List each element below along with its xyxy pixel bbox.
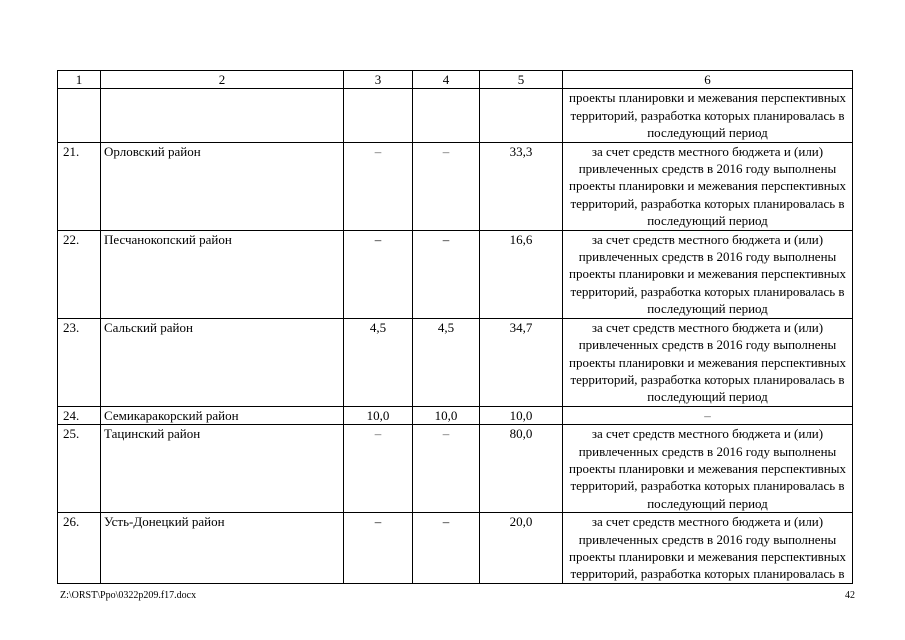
note-line: территорий, разработка которых планировалась в (570, 107, 845, 123)
note-line: последующий период (647, 495, 768, 511)
note-line: привлеченных средств в 2016 году выполнены (578, 161, 837, 177)
header-col-6: 6 (563, 71, 853, 89)
note-line: территорий, разработка которых планировалась в (570, 195, 845, 211)
value-col-5: 10,0 (480, 406, 563, 424)
footer-page-number: 42 (845, 590, 855, 601)
footer-file-path: Z:\ORST\Ppo\0322p209.f17.docx (60, 590, 197, 601)
table-cell (101, 89, 344, 142)
table-row (58, 513, 853, 584)
note-line: проекты планировки и межевания перспективных (569, 90, 846, 106)
header-col-3: 3 (344, 71, 413, 89)
header-col-5: 5 (480, 71, 563, 89)
value-col-3: 4,5 (344, 318, 413, 406)
note-line: за счет средств местного бюджета и (или) (591, 231, 824, 247)
table-cell (344, 89, 413, 142)
district-name: Усть-Донецкий район (101, 513, 344, 584)
table-row (58, 230, 853, 318)
table-header-row (58, 71, 853, 89)
note-line: проекты планировки и межевания перспективных (569, 460, 846, 476)
note-line: территорий, разработка которых планировалась в (570, 283, 845, 299)
note-line: привлеченных средств в 2016 году выполнены (578, 531, 837, 547)
header-col-1: 1 (58, 71, 101, 89)
table-cell (480, 89, 563, 142)
value-col-4: – (413, 425, 480, 513)
value-col-3: – (344, 513, 413, 584)
note-line: последующий период (647, 389, 768, 405)
table-cell (58, 89, 101, 142)
note-line: территорий, разработка которых планировалась в (570, 566, 845, 582)
value-col-4: – (413, 230, 480, 318)
note-line: проекты планировки и межевания перспективных (569, 266, 846, 282)
note-line: за счет средств местного бюджета и (или) (591, 426, 824, 442)
row-number: 21. (58, 142, 101, 230)
value-col-3: – (344, 142, 413, 230)
note-line: последующий период (647, 125, 768, 141)
value-col-5: 80,0 (480, 425, 563, 513)
continuation-note (563, 89, 853, 142)
value-col-5: 16,6 (480, 230, 563, 318)
table-cell (413, 89, 480, 142)
table-row (58, 318, 853, 406)
note-line: за счет средств местного бюджета и (или) (591, 319, 824, 335)
value-col-5: 34,7 (480, 318, 563, 406)
note-line: проекты планировки и межевания перспективных (569, 178, 846, 194)
value-col-4: 4,5 (413, 318, 480, 406)
note-line: за счет средств местного бюджета и (или) (591, 143, 824, 159)
value-col-3: 10,0 (344, 406, 413, 424)
table-row (58, 406, 853, 424)
value-col-3: – (344, 230, 413, 318)
value-col-4: 10,0 (413, 406, 480, 424)
note-cell (563, 318, 853, 406)
row-number: 26. (58, 513, 101, 584)
header-col-2: 2 (101, 71, 344, 89)
note-cell (563, 230, 853, 318)
table-row (58, 425, 853, 513)
value-col-5: 33,3 (480, 142, 563, 230)
row-number: 25. (58, 425, 101, 513)
row-number: 23. (58, 318, 101, 406)
note-line: проекты планировки и межевания перспективных (569, 548, 846, 564)
value-col-4: – (413, 142, 480, 230)
note-line: последующий период (647, 213, 768, 229)
note-line: проекты планировки и межевания перспективных (569, 354, 846, 370)
note-line: – (704, 407, 711, 423)
value-col-5: 20,0 (480, 513, 563, 584)
table-row (58, 142, 853, 230)
data-table (57, 70, 853, 584)
table-body (58, 71, 853, 584)
district-name: Сальский район (101, 318, 344, 406)
note-line: последующий период (647, 301, 768, 317)
district-name: Тацинский район (101, 425, 344, 513)
note-line: привлеченных средств в 2016 году выполнены (578, 443, 837, 459)
note-line: привлеченных средств в 2016 году выполнены (578, 249, 837, 265)
row-number: 22. (58, 230, 101, 318)
value-col-3: – (344, 425, 413, 513)
note-line: привлеченных средств в 2016 году выполнены (578, 337, 837, 353)
note-cell (563, 406, 853, 424)
note-cell (563, 425, 853, 513)
note-cell (563, 142, 853, 230)
district-name: Семикаракорский район (101, 406, 344, 424)
continuation-row (58, 89, 853, 142)
note-line: за счет средств местного бюджета и (или) (591, 514, 824, 530)
district-name: Орловский район (101, 142, 344, 230)
header-col-4: 4 (413, 71, 480, 89)
note-line: территорий, разработка которых планировалась в (570, 371, 845, 387)
value-col-4: – (413, 513, 480, 584)
note-line: территорий, разработка которых планировалась в (570, 478, 845, 494)
row-number: 24. (58, 406, 101, 424)
note-cell (563, 513, 853, 584)
district-name: Песчанокопский район (101, 230, 344, 318)
